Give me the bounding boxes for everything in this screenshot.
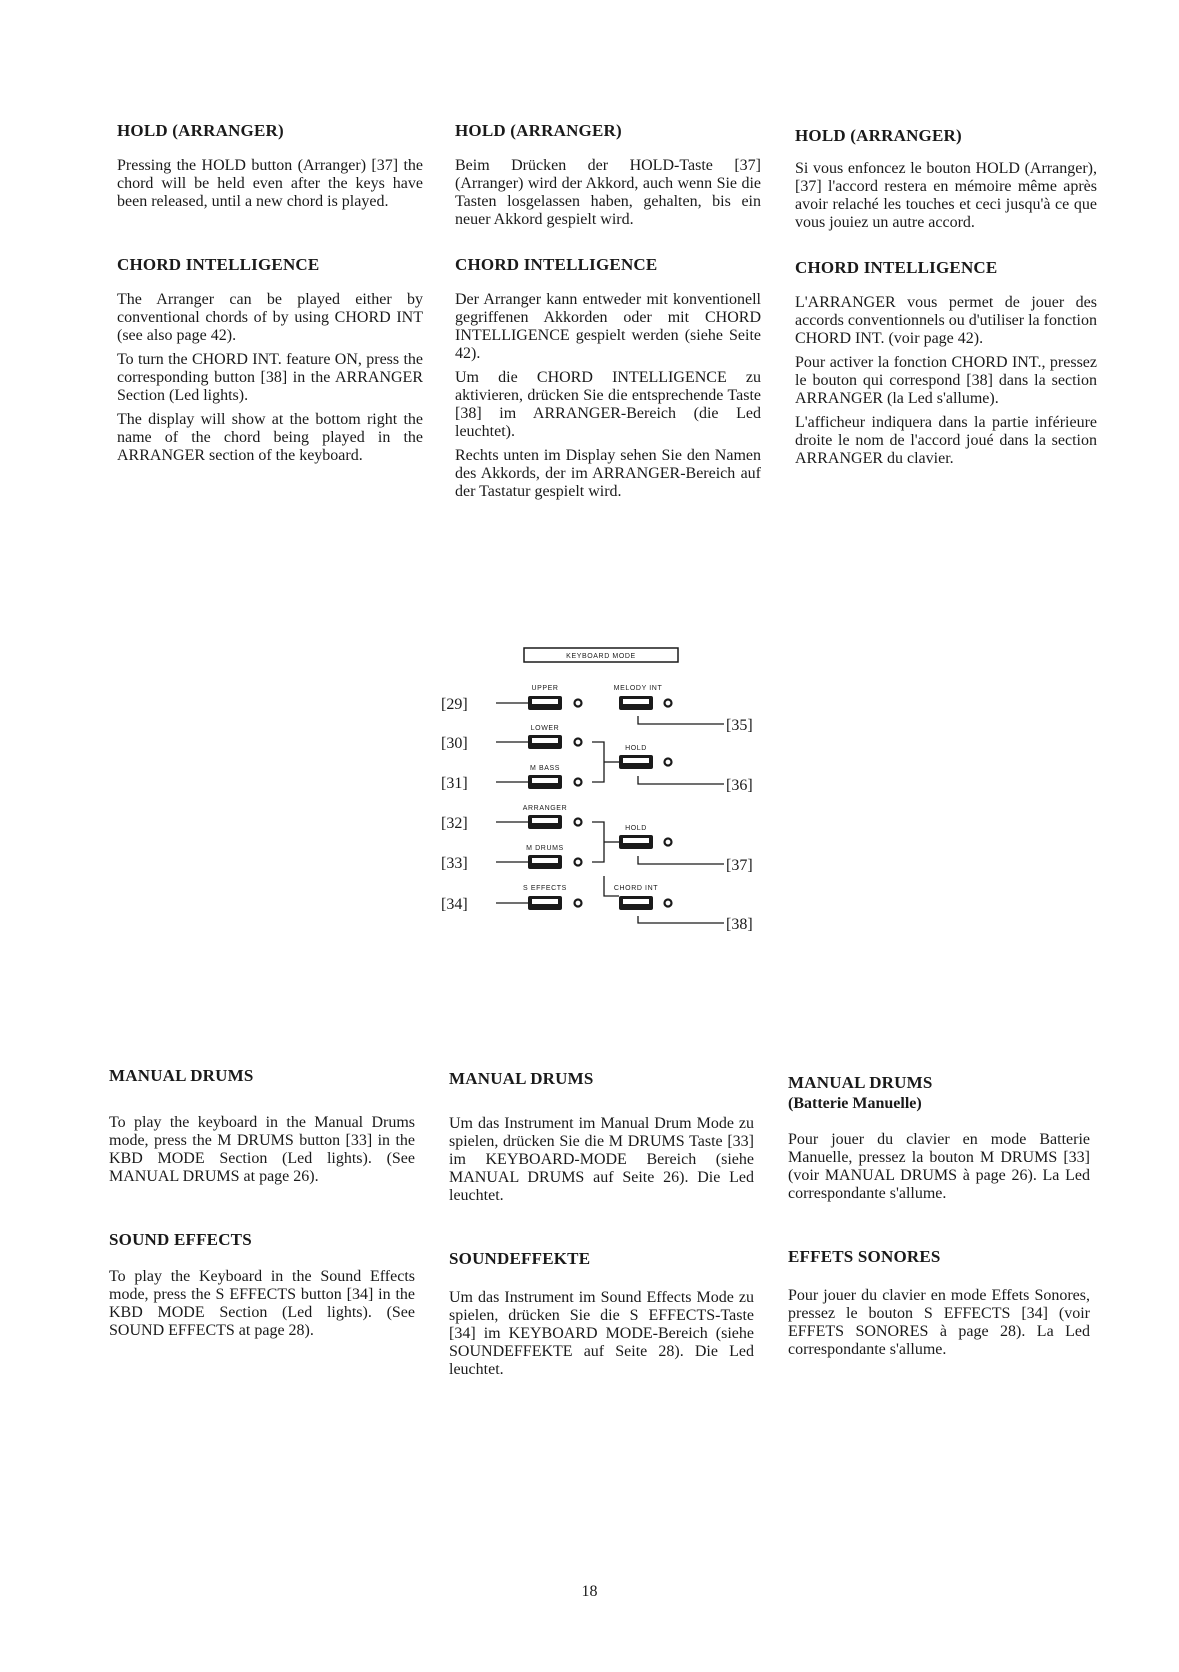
chord-int-led (665, 900, 672, 907)
hold-led-2 (665, 839, 672, 846)
en-chord-title: CHORD INTELLIGENCE (117, 255, 320, 274)
fr-fx-title: EFFETS SONORES (788, 1247, 941, 1266)
en-chord-text-1: The Arranger can be played either by conventional chords of by using CHORD INT (see also page 42). (117, 291, 423, 344)
label-upper: UPPER (531, 685, 559, 692)
bottom-en-column (109, 1066, 415, 1340)
label-hold-2: HOLD (625, 825, 647, 832)
de-chord-text-2: Um die CHORD INTELLIGENCE zu aktivieren, drücken Sie die entsprechende Taste [38] im ARRANGER-Bereich (die Led leuchtet). (455, 369, 761, 440)
en-chord-text-3: The display will show at the bottom right the name of the chord being played in the ARRANGER section of the keyboard. (117, 411, 423, 464)
page-number: 18 (581, 1583, 598, 1600)
bottom-de-column (449, 1069, 754, 1379)
ref-35: [35] (726, 717, 753, 734)
en-fx-text: To play the Keyboard in the Sound Effects mode, press the S EFFECTS button [34] in the KBD MODE Section (Led lights). (See SOUND EFFECTS at page 28). (109, 1268, 415, 1339)
melody-int-led (665, 700, 672, 707)
de-chord-title: CHORD INTELLIGENCE (455, 255, 658, 274)
ref-37: [37] (726, 857, 753, 874)
hold-led-1 (665, 759, 672, 766)
bottom-fr-column (788, 1073, 1090, 1359)
ref-31: [31] (441, 775, 468, 792)
ref-34: [34] (441, 896, 468, 913)
ref-36: [36] (726, 777, 753, 794)
fr-chord-text-3: L'afficheur indiquera dans la partie inférieure droite le nom de l'accord joué dans la section ARRANGER du clavier. (795, 414, 1097, 467)
m-bass-led (575, 779, 582, 786)
m-drums-led (575, 859, 582, 866)
de-fx-text: Um das Instrument im Sound Effects Mode zu spielen, drücken Sie die S EFFECTS-Taste [34] im KEYBOARD MODE-Bereich (siehe SOUNDEFFEKTE auf Seite 28). Die Led leuchtet. (449, 1289, 754, 1378)
label-chord-int: CHORD INT (613, 885, 659, 892)
keyboard-mode-diagram (440, 636, 760, 946)
fr-chord-text-2: Pour activer la fonction CHORD INT., pressez le bouton qui correspond [38] dans la section ARRANGER (la Led s'allume). (795, 354, 1097, 407)
fr-hold-title: HOLD (ARRANGER) (795, 126, 962, 145)
ref-32: [32] (441, 815, 468, 832)
de-drums-title: MANUAL DRUMS (449, 1069, 594, 1088)
fr-chord-text-1: L'ARRANGER vous permet de jouer des accords conventionnels ou d'utiliser la fonction CHORD INT. (voir page 42). (795, 294, 1097, 347)
label-s-effects: S EFFECTS (523, 885, 567, 892)
de-chord-text-1: Der Arranger kann entweder mit konventionell gegriffenen Akkorden oder mit CHORD INTELLIGENCE gespielt werden (siehe Seite 42). (455, 291, 761, 362)
label-melody-int: MELODY INT (613, 685, 663, 692)
en-drums-title: MANUAL DRUMS (109, 1066, 254, 1085)
label-lower: LOWER (530, 725, 560, 732)
s-effects-led (575, 900, 582, 907)
en-hold-text: Pressing the HOLD button (Arranger) [37] the chord will be held even after the keys have been released, until a new chord is played. (117, 157, 423, 210)
top-en-column (117, 121, 423, 465)
label-m-drums: M DRUMS (526, 845, 564, 852)
ref-30: [30] (441, 735, 468, 752)
label-hold-1: HOLD (625, 745, 647, 752)
en-hold-title: HOLD (ARRANGER) (117, 121, 284, 140)
de-hold-text: Beim Drücken der HOLD-Taste [37] (Arranger) wird der Akkord, auch wenn Sie die Tasten losgelassen haben, gehalten, bis ein neuer Akkord gespielt wird. (455, 157, 761, 228)
ref-29: [29] (441, 696, 468, 713)
fr-fx-text: Pour jouer du clavier en mode Effets Sonores, pressez le bouton S EFFECTS [34] (voir EFFETS SONORES à page 28). La Led correspondante s'allume. (788, 1287, 1090, 1358)
diagram-title: KEYBOARD MODE (566, 653, 636, 660)
fr-hold-text: Si vous enfoncez le bouton HOLD (Arranger), [37] l'accord restera en mémoire même après avoir relaché les touches et ceci jusqu'à ce que vous jouiez un autre accord. (795, 160, 1097, 231)
ref-33: [33] (441, 855, 468, 872)
de-chord-text-3: Rechts unten im Display sehen Sie den Namen des Akkords, der im ARRANGER-Bereich auf der Tastatur gespielt wird. (455, 447, 761, 500)
de-fx-title: SOUNDEFFEKTE (449, 1249, 591, 1268)
en-chord-text-2: To turn the CHORD INT. feature ON, press the corresponding button [38] in the ARRANGER Section (Led lights). (117, 351, 423, 404)
label-m-bass: M BASS (529, 765, 561, 772)
lower-led (575, 739, 582, 746)
top-fr-column (795, 126, 1097, 468)
top-de-column (455, 121, 761, 501)
fr-chord-title: CHORD INTELLIGENCE (795, 258, 998, 277)
fr-drums-text: Pour jouer du clavier en mode Batterie Manuelle, pressez la bouton M DRUMS [33] (voir MANUAL DRUMS à page 26). La Led correspondante s'allume. (788, 1131, 1090, 1202)
ref-38: [38] (726, 916, 753, 933)
de-hold-title: HOLD (ARRANGER) (455, 121, 622, 140)
label-arranger: ARRANGER (522, 805, 568, 812)
fr-drums-subtitle: (Batterie Manuelle) (788, 1095, 922, 1112)
en-drums-text: To play the keyboard in the Manual Drums mode, press the M DRUMS button [33] in the KBD MODE Section (Led lights). (See MANUAL DRUMS at page 26). (109, 1114, 415, 1185)
fr-drums-title: MANUAL DRUMS (788, 1073, 933, 1092)
en-fx-title: SOUND EFFECTS (109, 1230, 252, 1249)
arranger-led (575, 819, 582, 826)
upper-led (575, 700, 582, 707)
de-drums-text: Um das Instrument im Manual Drum Mode zu spielen, drücken Sie die M DRUMS Taste [33] im KEYBOARD-MODE Bereich (siehe MANUAL DRUMS auf Seite 26). Die Led leuchtet. (449, 1115, 754, 1204)
